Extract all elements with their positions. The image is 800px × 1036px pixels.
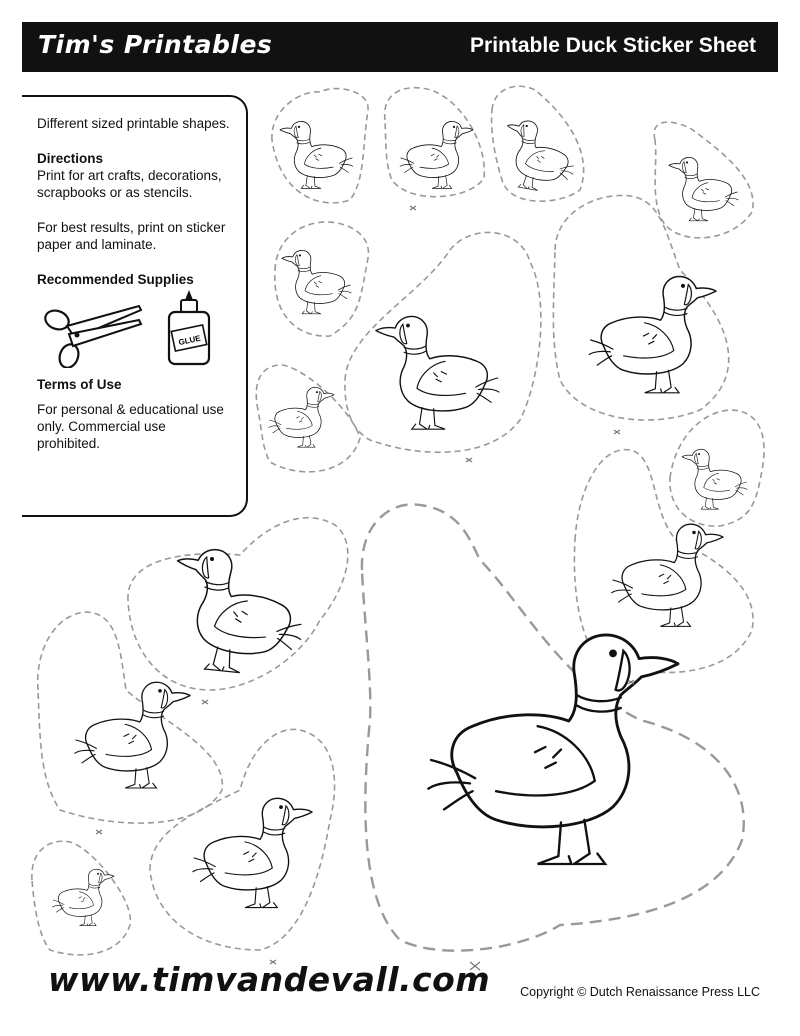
supplies-heading: Recommended Supplies bbox=[37, 272, 194, 287]
website-url: www.timvandevall.com bbox=[48, 960, 491, 999]
tip-text: For best results, print on sticker paper and laminate. bbox=[37, 220, 226, 252]
terms-heading: Terms of Use bbox=[37, 377, 122, 392]
sticker-duck-6 bbox=[256, 365, 360, 472]
sticker-duck-5 bbox=[275, 222, 369, 336]
sticker-duck-9 bbox=[670, 410, 764, 526]
sticker-duck-3 bbox=[492, 86, 584, 201]
intro-text: Different sized printable shapes. bbox=[37, 116, 230, 131]
directions-heading: Directions bbox=[37, 151, 104, 166]
glue-label: GLUE bbox=[177, 333, 202, 348]
sticker-duck-14 bbox=[32, 841, 131, 955]
sticker-duck-11 bbox=[128, 518, 348, 690]
sticker-duck-13 bbox=[150, 729, 335, 950]
sticker-duck-8 bbox=[553, 195, 728, 420]
sticker-duck-1 bbox=[272, 89, 368, 203]
sticker-duck-12 bbox=[38, 612, 223, 823]
page-title: Printable Duck Sticker Sheet bbox=[470, 34, 756, 57]
copyright-text: Copyright © Dutch Renaissance Press LLC bbox=[520, 985, 760, 999]
directions-text: Print for art crafts, decorations, scrapbooks or as stencils. bbox=[37, 168, 222, 200]
sticker-duck-4 bbox=[654, 122, 753, 238]
sticker-duck-7 bbox=[345, 232, 541, 452]
scissor-marks bbox=[96, 206, 634, 970]
terms-text: For personal & educational use only. Commercial use prohibited. bbox=[37, 402, 224, 451]
brand-logo: Tim's Printables bbox=[38, 30, 273, 59]
sticker-duck-2 bbox=[385, 88, 485, 197]
